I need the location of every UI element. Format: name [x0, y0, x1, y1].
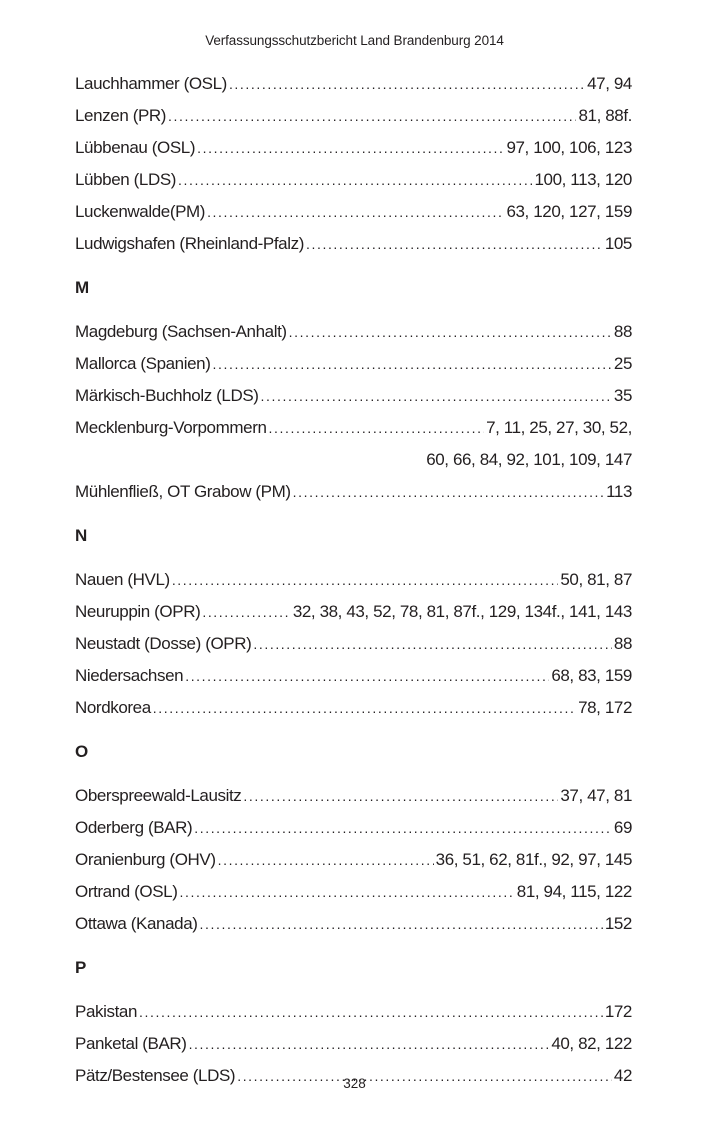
dot-leader: [229, 68, 585, 100]
index-entry-pages: 68, 83, 159: [551, 666, 632, 685]
index-entry-name: Lübbenau (OSL): [75, 138, 196, 157]
dot-leader: [218, 844, 434, 876]
index-entry-name: Pätz/Bestensee (LDS): [75, 1066, 236, 1085]
index-entry-pages: 172: [604, 1002, 632, 1021]
index-entry-name: Luckenwalde(PM): [75, 202, 206, 221]
index-entry-name: Lauchhammer (OSL): [75, 74, 227, 93]
dot-leader: [139, 996, 603, 1028]
dot-leader: [197, 132, 504, 164]
index-entry-name: Mühlenfließ, OT Grabow (PM): [75, 482, 291, 501]
dot-leader: [180, 876, 515, 908]
index-entry: [75, 780, 632, 812]
index-entry-pages: 63, 120, 127, 159: [506, 202, 632, 221]
dot-leader: [289, 316, 612, 348]
index-entry: [75, 596, 632, 628]
index-letter-heading: O: [75, 742, 89, 761]
index-entry: [75, 132, 632, 164]
index-entry: [75, 100, 632, 132]
index-entry-pages: 25: [613, 354, 632, 373]
dot-leader: [189, 1028, 550, 1060]
dot-leader: [243, 780, 558, 812]
index-entry-pages: 36, 51, 62, 81f., 92, 97, 145: [435, 850, 632, 869]
dot-leader: [200, 908, 603, 940]
index-entry-name: Märkisch-Buchholz (LDS): [75, 386, 259, 405]
dot-leader: [261, 380, 612, 412]
index-entry: [75, 476, 632, 508]
index-entry-name: Niedersachsen: [75, 666, 184, 685]
index-entry-pages-continued: 60, 66, 84, 92, 101, 109, 147: [426, 450, 632, 469]
dot-leader: [212, 348, 611, 380]
index-entry: [75, 68, 632, 100]
index-entry: [75, 164, 632, 196]
index-entry-pages: 81, 88f.: [578, 106, 632, 125]
index-entry-name: Mallorca (Spanien): [75, 354, 211, 373]
dot-leader: [269, 412, 485, 444]
index-entry-pages: 88: [613, 634, 632, 653]
dot-leader: [194, 812, 612, 844]
index-entry: [75, 412, 632, 444]
index-entry-pages: 40, 82, 122: [551, 1034, 632, 1053]
index-entry: [75, 660, 632, 692]
index-entry: [75, 996, 632, 1028]
index-entry-pages: 7, 11, 25, 27, 30, 52,: [486, 418, 632, 437]
index-entry-name: Lübben (LDS): [75, 170, 177, 189]
index-entry: [75, 692, 632, 724]
dot-leader: [293, 476, 604, 508]
index-entry-name: Nordkorea: [75, 698, 151, 717]
dot-leader: [306, 228, 603, 260]
index-entry-name: Mecklenburg-Vorpommern: [75, 418, 267, 437]
index-entry-name: Magdeburg (Sachsen-Anhalt): [75, 322, 287, 341]
index-entry-name: Ottawa (Kanada): [75, 914, 198, 933]
index-entry-pages: 78, 172: [578, 698, 632, 717]
running-header: Verfassungsschutzbericht Land Brandenburg 2014: [205, 33, 504, 48]
index-entry-name: Neuruppin (OPR): [75, 602, 201, 621]
index-entry: [75, 628, 632, 660]
index-entry-name: Ortrand (OSL): [75, 882, 178, 901]
index-entry-pages: 97, 100, 106, 123: [506, 138, 632, 157]
page-number: 328: [343, 1076, 366, 1091]
index-letter-heading: M: [75, 278, 90, 297]
index-entry-pages: 50, 81, 87: [560, 570, 632, 589]
index-entry: [75, 380, 632, 412]
index-entry: [75, 564, 632, 596]
index-entry-pages: 37, 47, 81: [560, 786, 632, 805]
index-entry-pages: 100, 113, 120: [534, 170, 632, 189]
index-entry-pages: 113: [606, 482, 632, 501]
index-entry: [75, 908, 632, 940]
index-entry-name: Nauen (HVL): [75, 570, 170, 589]
dot-leader: [253, 628, 612, 660]
index-entry-pages: 81, 94, 115, 122: [516, 882, 632, 901]
dot-leader: [168, 100, 576, 132]
dot-leader: [185, 660, 549, 692]
index-entry-name: Oderberg (BAR): [75, 818, 193, 837]
index-entry-pages: 42: [613, 1066, 632, 1085]
dot-leader: [202, 596, 290, 628]
dot-leader: [178, 164, 532, 196]
dot-leader: [153, 692, 576, 724]
index-entry-pages: 32, 38, 43, 52, 78, 81, 87f., 129, 134f., 141, 143: [292, 602, 632, 621]
index-entry-pages: 35: [613, 386, 632, 405]
index-entry-pages: 152: [604, 914, 632, 933]
index-entry: [75, 876, 632, 908]
index-entry-name: Oranienburg (OHV): [75, 850, 216, 869]
index-entry: [75, 1028, 632, 1060]
index-entry: [75, 348, 632, 380]
index-letter-heading: P: [75, 958, 87, 977]
index-entry: [75, 844, 632, 876]
index-entry: [75, 812, 632, 844]
index-entry-pages: 47, 94: [587, 74, 632, 93]
index-letter-heading: N: [75, 526, 88, 545]
index-entry: [75, 316, 632, 348]
index-entry-name: Panketal (BAR): [75, 1034, 187, 1053]
dot-leader: [207, 196, 504, 228]
place-index: [75, 68, 632, 1092]
index-entry-name: Lenzen (PR): [75, 106, 167, 125]
index-entry-pages: 105: [604, 234, 632, 253]
index-entry-name: Neustadt (Dosse) (OPR): [75, 634, 252, 653]
index-entry-name: Oberspreewald-Lausitz: [75, 786, 242, 805]
dot-leader: [172, 564, 559, 596]
index-entry-pages: 69: [613, 818, 632, 837]
index-entry-name: Ludwigshafen (Rheinland-Pfalz): [75, 234, 304, 253]
index-entry: [75, 228, 632, 260]
index-entry-name: Pakistan: [75, 1002, 138, 1021]
index-entry-pages: 88: [613, 322, 632, 341]
index-entry: [75, 196, 632, 228]
